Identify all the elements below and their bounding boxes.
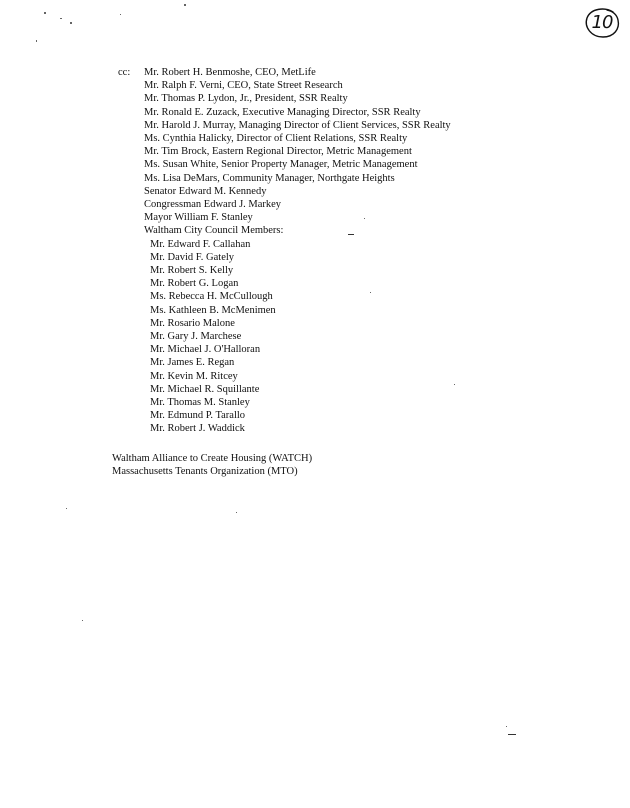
council-member: Mr. Gary J. Marchese: [150, 331, 242, 343]
council-member: Mr. Edmund P. Tarallo: [150, 410, 246, 422]
organization: Massachusetts Tenants Organization (MTO): [112, 466, 298, 478]
scan-speck: [370, 292, 371, 293]
scan-speck: [70, 22, 72, 24]
council-member: Mr. Rosario Malone: [150, 317, 235, 329]
cc-recipient: Ms. Lisa DeMars, Community Manager, Northgate Heights: [144, 172, 395, 184]
cc-recipient: Mayor William F. Stanley: [144, 212, 253, 224]
council-member: Mr. Edward F. Callahan: [150, 238, 251, 250]
organization: Waltham Alliance to Create Housing (WATCH): [112, 453, 313, 464]
cc-recipient: Ms. Cynthia Halicky, Director of Client Relations, SSR Realty: [144, 133, 408, 145]
scan-speck: [364, 218, 365, 219]
page-number-circle: [583, 6, 621, 40]
cc-recipient: Senator Edward M. Kennedy: [144, 185, 267, 197]
council-member: Mr. David F. Gately: [150, 251, 235, 263]
council-member: Ms. Kathleen B. McMenimen: [150, 304, 276, 316]
cc-recipient: Mr. Ronald E. Zuzack, Executive Managing Director, SSR Realty: [144, 106, 421, 118]
scan-speck: [60, 18, 62, 19]
council-member: Mr. James E. Regan: [150, 357, 235, 369]
cc-recipient: Mr. Ralph F. Verni, CEO, State Street Research: [144, 80, 343, 92]
scan-speck: [348, 234, 354, 235]
scan-speck: [506, 726, 507, 727]
page-number-text: 10: [591, 12, 613, 33]
council-member: Ms. Rebecca H. McCullough: [150, 291, 273, 303]
cc-label: cc:: [118, 67, 131, 78]
scan-speck: [44, 12, 46, 14]
council-member: Mr. Robert G. Logan: [150, 278, 239, 290]
scan-speck: [508, 734, 516, 735]
council-member: Mr. Kevin M. Ritcey: [150, 370, 238, 382]
cc-recipient: Mr. Robert H. Benmoshe, CEO, MetLife: [144, 67, 316, 78]
council-heading: Waltham City Council Members:: [144, 225, 284, 237]
council-section: [144, 238, 451, 436]
council-member: Mr. Robert S. Kelly: [150, 265, 234, 277]
council-member: Mr. Michael R. Squillante: [150, 383, 260, 395]
council-member: Mr. Thomas M. Stanley: [150, 397, 250, 409]
scan-speck: [184, 4, 186, 6]
scan-speck: [120, 14, 121, 15]
council-member: Mr. Robert J. Waddick: [150, 423, 245, 435]
scan-speck: [236, 512, 237, 513]
scan-speck: [36, 40, 37, 42]
cc-recipient: Mr. Harold J. Murray, Managing Director of Client Services, SSR Realty: [144, 119, 451, 131]
cc-recipient: Ms. Susan White, Senior Property Manager, Metric Management: [144, 159, 418, 171]
cc-recipient-list: [144, 66, 451, 436]
cc-recipient: Mr. Tim Brock, Eastern Regional Director, Metric Management: [144, 146, 412, 158]
scan-speck: [66, 508, 67, 509]
council-member-list: [144, 238, 451, 436]
council-member: Mr. Michael J. O'Halloran: [150, 344, 261, 356]
scan-speck: [82, 620, 83, 621]
cc-recipient: Congressman Edward J. Markey: [144, 199, 282, 211]
organization-list: [112, 452, 312, 478]
scan-speck: [454, 384, 455, 385]
cc-recipient: Mr. Thomas P. Lydon, Jr., President, SSR Realty: [144, 93, 348, 105]
